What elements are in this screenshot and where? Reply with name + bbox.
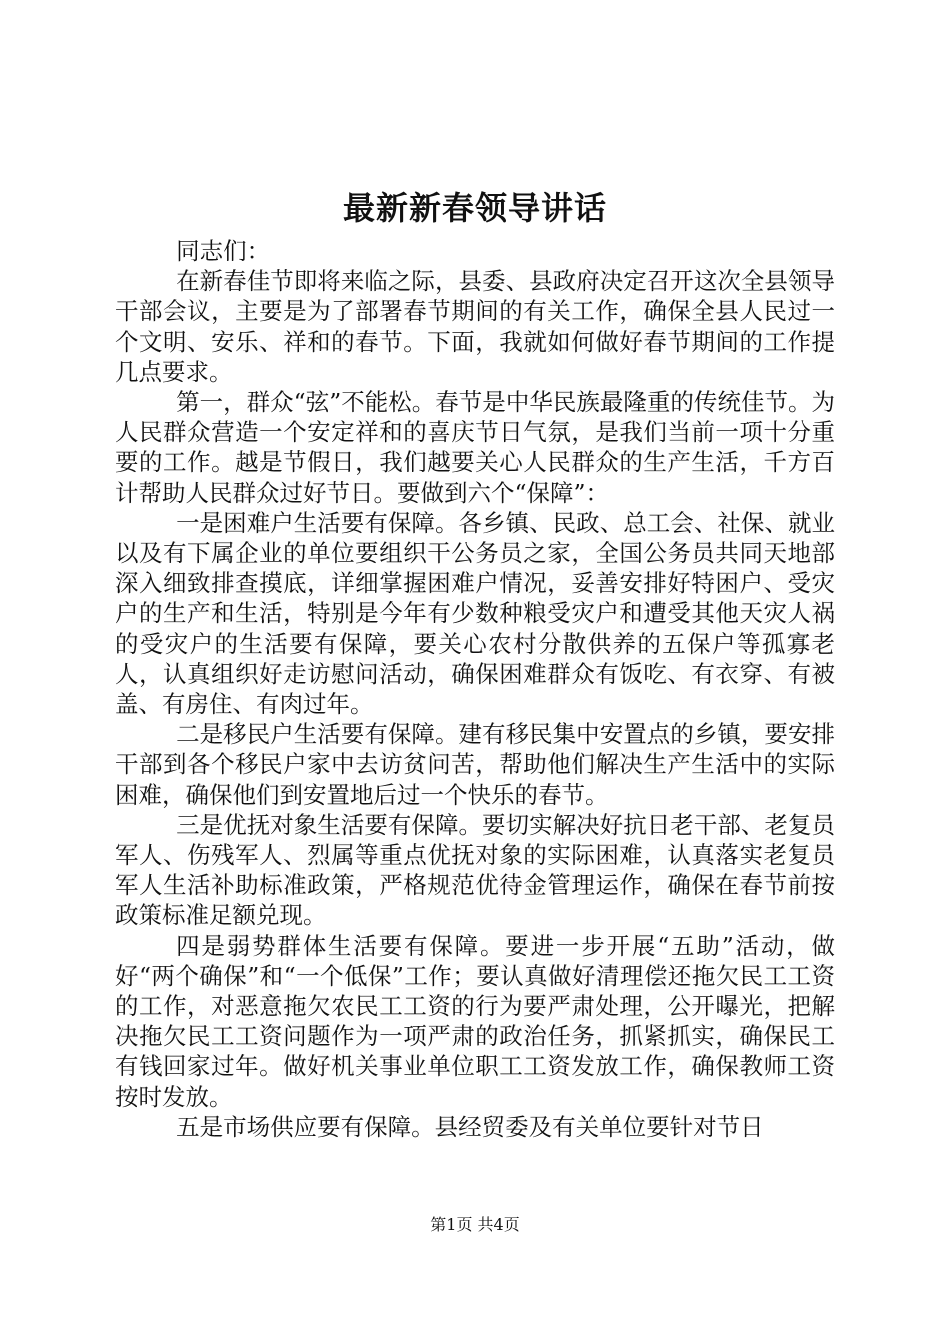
- page-number-footer: 第1页 共4页: [430, 1215, 520, 1234]
- salutation: 同志们：: [176, 237, 271, 265]
- document-title: 最新新春领导讲话: [342, 189, 607, 227]
- paragraph-item-5: 五是市场供应要有保障。县经贸委及有关单位要针对节日: [176, 1112, 764, 1141]
- paragraph-item-1: 一是困难户生活要有保障。各乡镇、民政、总工会、社保、就业以及有下属企业的单位要组织干公务员之家，全国公务员共同天地部深入细致排查摸底，详细掌握困难户情况，妥善安排好特困户、受灾户的生产和生活，特别是今年有少数种粮受灾户和遭受其他天灾人祸的受灾户的生活要有保障，要关心农村分散供养的五保户等孤寡老人，认真组织好走访慰问活动，确保困难群众有饭吃、有衣穿、有被盖、有房住、有肉过年。: [115, 508, 835, 719]
- document-body: [115, 236, 835, 1142]
- paragraph-intro: 在新春佳节即将来临之际，县委、县政府决定召开这次全县领导干部会议，主要是为了部署春节期间的有关工作，确保全县人民过一个文明、安乐、祥和的春节。下面，我就如何做好春节期间的工作提几点要求。: [115, 267, 835, 386]
- paragraph-item-2: 二是移民户生活要有保障。建有移民集中安置点的乡镇，要安排干部到各个移民户家中去访贫问苦，帮助他们解决生产生活中的实际困难，确保他们到安置地后过一个快乐的春节。: [115, 720, 835, 809]
- paragraph-item-3: 三是优抚对象生活要有保障。要切实解决好抗日老干部、老复员军人、伤残军人、烈属等重点优抚对象的实际困难，认真落实老复员军人生活补助标准政策，严格规范优待金管理运作，确保在春节前按政策标准足额兑现。: [115, 810, 835, 930]
- paragraph-item-4: 四是弱势群体生活要有保障。要进一步开展“五助”活动，做好“两个确保”和“一个低保”工作；要认真做好清理偿还拖欠民工工资的工作，对恶意拖欠农民工工资的行为要严肃处理，公开曝光，把解决拖欠民工工资问题作为一项严肃的政治任务，抓紧抓实，确保民工有钱回家过年。做好机关事业单位职工工资发放工作，确保教师工资按时发放。: [115, 931, 835, 1111]
- paragraph-first-point: 第一，群众“弦”不能松。春节是中华民族最隆重的传统佳节。为人民群众营造一个安定祥和的喜庆节日气氛，是我们当前一项十分重要的工作。越是节假日，我们越要关心人民群众的生产生活，千方百计帮助人民群众过好节日。要做到六个“保障”：: [115, 388, 835, 507]
